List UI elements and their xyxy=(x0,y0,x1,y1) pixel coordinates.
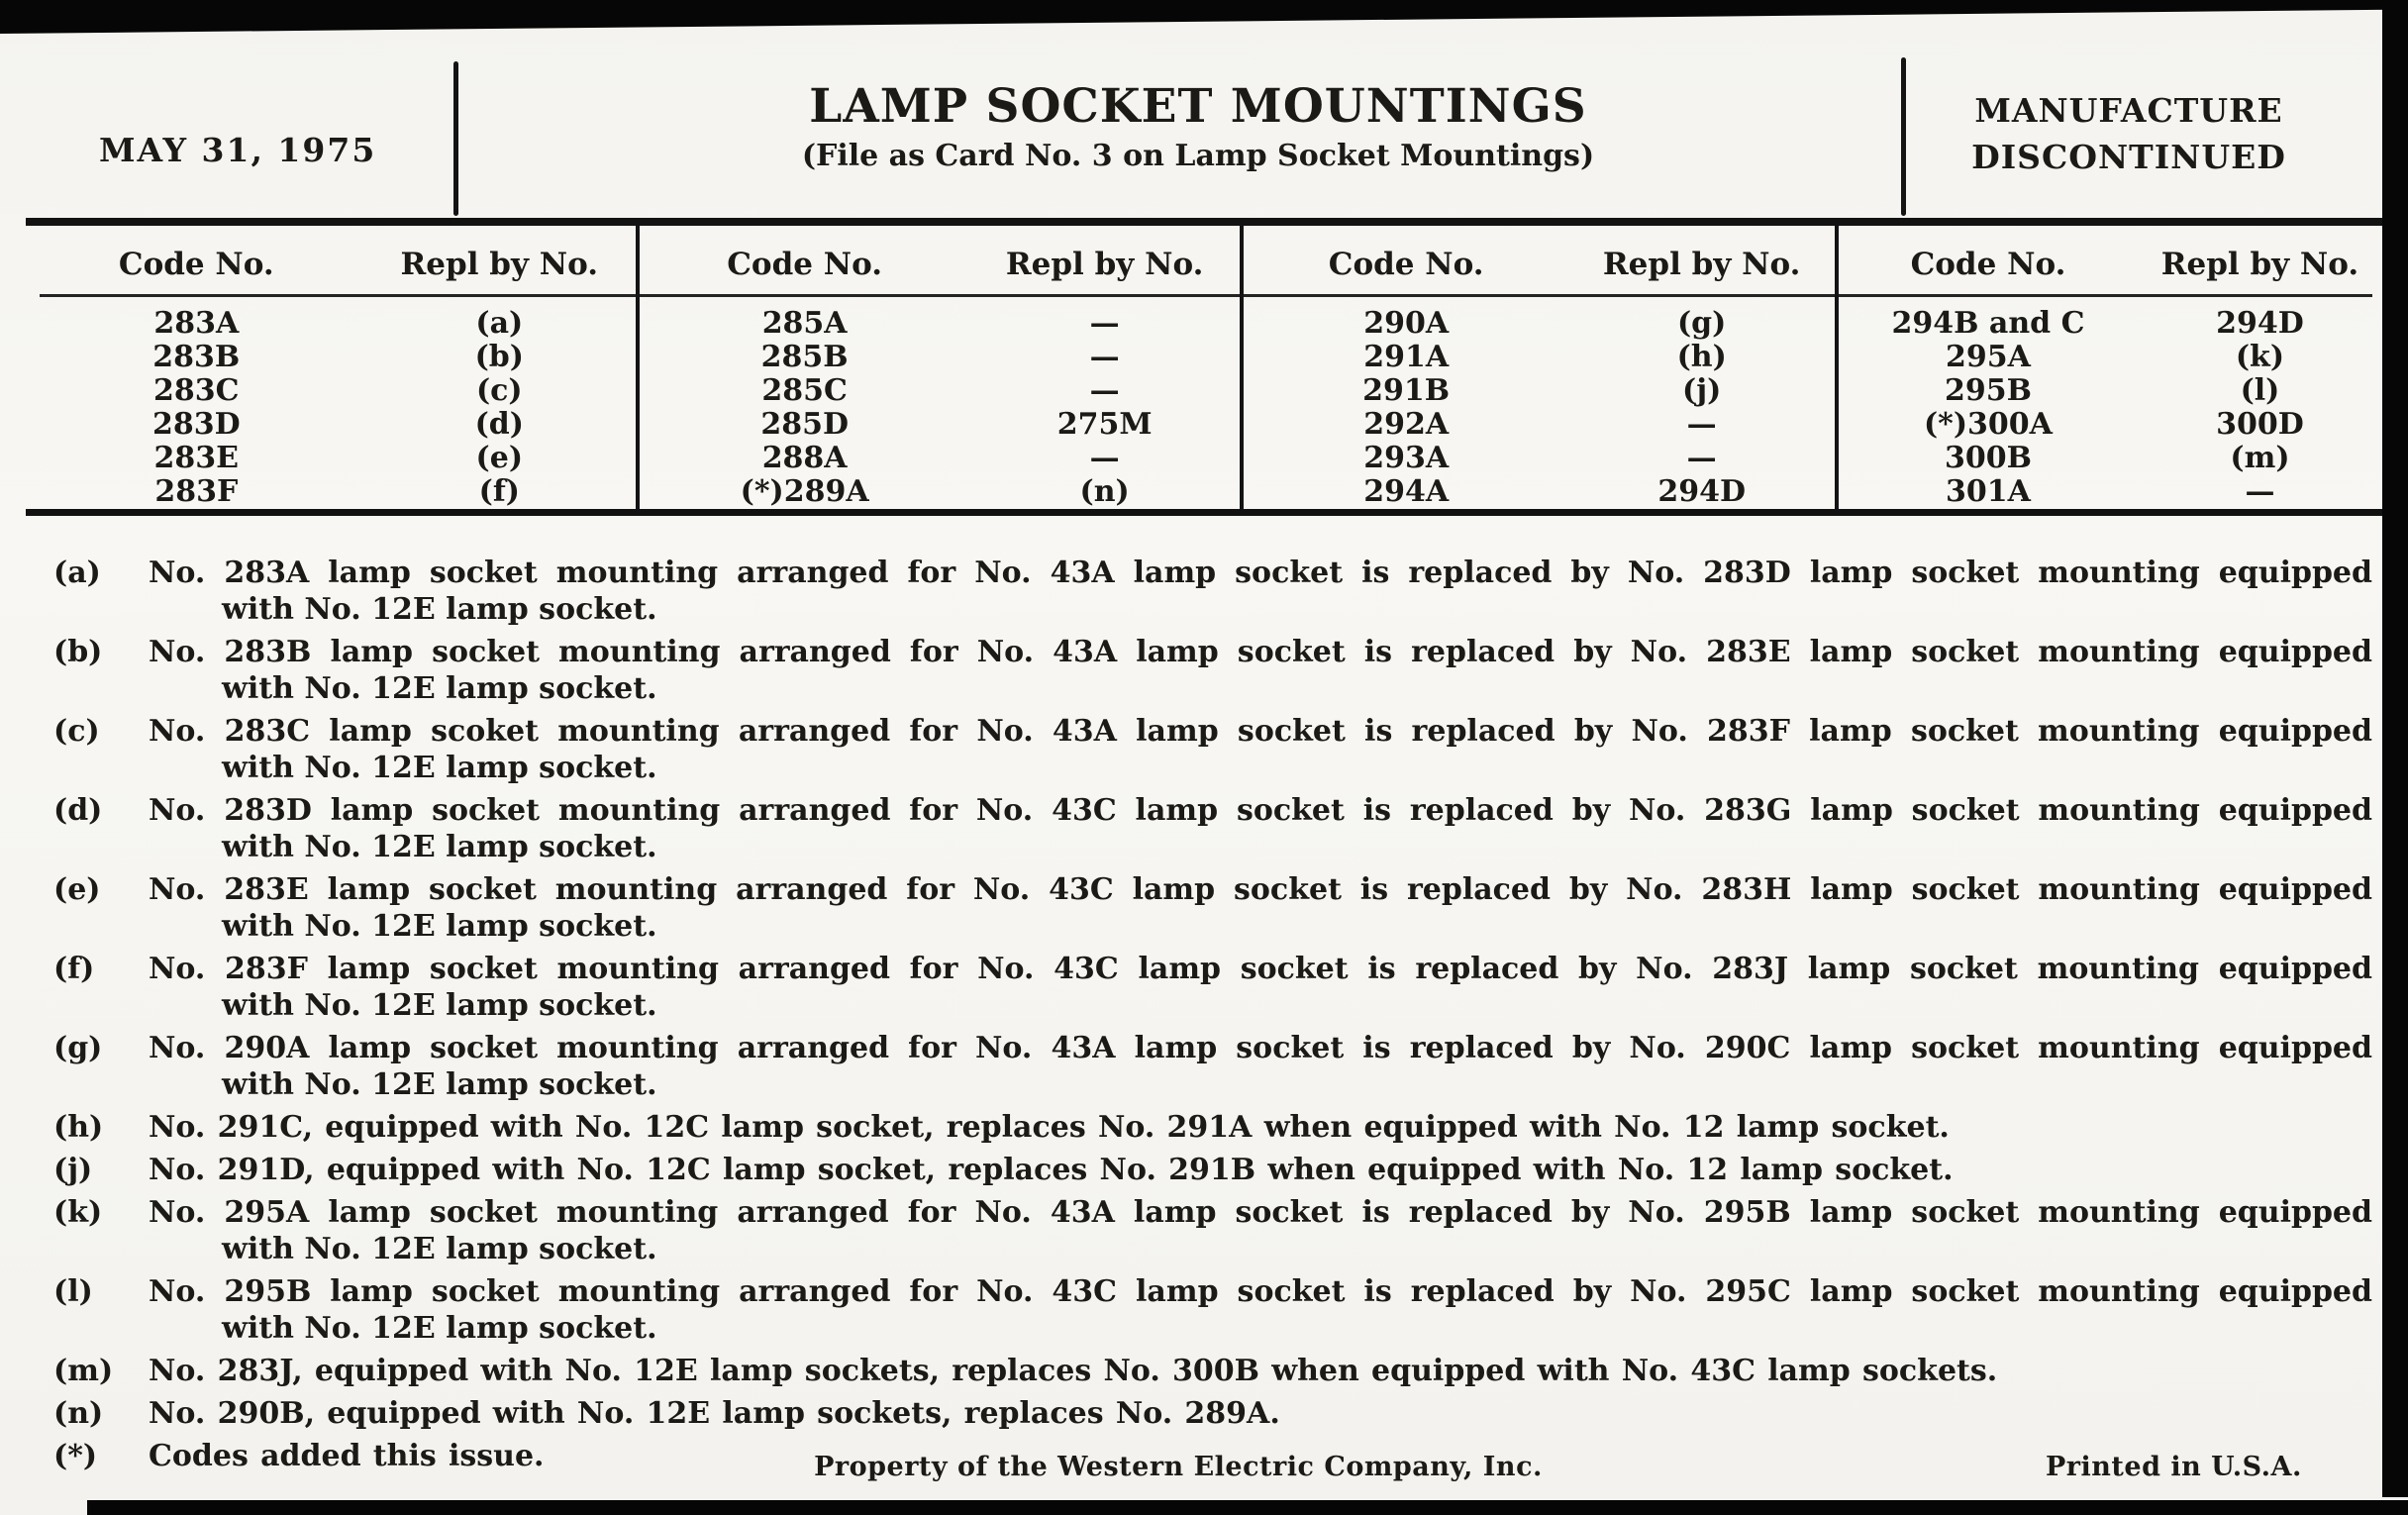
table-cell-repl: — xyxy=(2245,474,2275,509)
note-label: (*) xyxy=(53,1439,98,1473)
table-cell-repl: — xyxy=(1089,306,1120,341)
table-cell-code: 291B xyxy=(1362,373,1451,408)
table-cell-code: (*)300A xyxy=(1923,407,2053,442)
table-rule-top xyxy=(26,218,2384,226)
table-col-header-code: Code No. xyxy=(1910,247,2066,282)
scan-edge-top xyxy=(0,0,2408,34)
table-cell-code: 285C xyxy=(761,373,848,408)
table-cell-repl: 294D xyxy=(1657,474,1746,509)
table-cell-repl: (e) xyxy=(475,441,524,475)
table-rule-bottom xyxy=(26,509,2384,516)
table-cell-code: 288A xyxy=(761,441,848,475)
table-cell-code: 295B xyxy=(1944,373,2032,408)
note-text-line1: No. 283C lamp scoket mounting arranged for No. 43A lamp socket is replaced by No. 283F lamp socket mounting equipped xyxy=(149,714,2372,749)
header-divider-left xyxy=(453,61,458,216)
table-cell-repl: — xyxy=(1686,407,1717,442)
status-line-1: MANUFACTURE xyxy=(1974,91,2283,130)
table-cell-code: 283D xyxy=(151,407,241,442)
table-row xyxy=(640,475,1240,509)
note-label: (a) xyxy=(53,556,101,590)
table-cell-code: 300B xyxy=(1944,441,2032,475)
header-divider-right xyxy=(1901,57,1906,216)
table-row xyxy=(1839,374,2382,408)
footer-property-line: Property of the Western Electric Company, Inc. xyxy=(814,1452,1543,1482)
note-label: (j) xyxy=(53,1153,93,1187)
table-cell-code: 290A xyxy=(1363,306,1450,341)
note-label: (l) xyxy=(53,1274,93,1309)
note-text-line1: No. 290B, equipped with No. 12E lamp sockets, replaces No. 289A. xyxy=(149,1396,1280,1431)
table-col-header-code: Code No. xyxy=(1328,247,1484,282)
note-label: (e) xyxy=(53,872,101,907)
note-item xyxy=(53,792,2372,865)
note-item xyxy=(53,1273,2372,1347)
note-label: (b) xyxy=(53,635,103,669)
note-text-line1: No. 290A lamp socket mounting arranged for No. 43A lamp socket is replaced by No. 290C lamp socket mounting equipped xyxy=(149,1031,2372,1065)
note-label: (m) xyxy=(53,1354,114,1388)
table-cell-repl: — xyxy=(1089,340,1120,374)
table-row xyxy=(1244,341,1835,374)
table-cell-repl: (l) xyxy=(2240,373,2280,408)
note-text-line2: with No. 12E lamp socket. xyxy=(222,592,657,627)
table-row xyxy=(1839,341,2382,374)
table-row xyxy=(1244,307,1835,341)
note-label: (h) xyxy=(53,1110,104,1145)
note-text-line2: with No. 12E lamp socket. xyxy=(222,909,657,944)
replacement-table-group-3 xyxy=(1244,236,1835,509)
note-text-line1: No. 291C, equipped with No. 12C lamp socket, replaces No. 291A when equipped with No. 12 lamp socket. xyxy=(149,1110,1950,1145)
table-header-row xyxy=(1839,236,2382,293)
note-label: (f) xyxy=(53,952,95,986)
table-row xyxy=(640,442,1240,475)
note-text-line2: with No. 12E lamp socket. xyxy=(222,671,657,706)
table-cell-repl: (g) xyxy=(1676,306,1727,341)
scan-edge-bottom xyxy=(87,1500,2408,1515)
table-cell-repl: — xyxy=(1089,373,1120,408)
status-manufacture-discontinued xyxy=(1939,87,2319,180)
table-cell-repl: (h) xyxy=(1676,340,1727,374)
replacement-table-group-4 xyxy=(1839,236,2382,509)
note-item xyxy=(53,1353,2372,1389)
table-header-row xyxy=(640,236,1240,293)
table-row xyxy=(1839,442,2382,475)
card-date: MAY 31, 1975 xyxy=(99,131,377,169)
page-title: LAMP SOCKET MOUNTINGS xyxy=(809,79,1587,134)
note-text-line1: Codes added this issue. xyxy=(149,1439,545,1473)
table-cell-code: 283E xyxy=(153,441,240,475)
note-label: (d) xyxy=(53,793,103,828)
note-text-line2: with No. 12E lamp socket. xyxy=(222,1311,657,1346)
status-line-2: DISCONTINUED xyxy=(1971,138,2286,176)
table-cell-code: 285B xyxy=(760,340,849,374)
table-row xyxy=(640,408,1240,442)
table-cell-code: 283A xyxy=(153,306,240,341)
note-text-line1: No. 283B lamp socket mounting arranged for No. 43A lamp socket is replaced by No. 283E lamp socket mounting equipped xyxy=(149,635,2372,669)
table-row xyxy=(30,307,636,341)
table-col-header-code: Code No. xyxy=(118,247,274,282)
note-label: (n) xyxy=(53,1396,104,1431)
table-cell-code: 292A xyxy=(1363,407,1450,442)
note-text-line1: No. 283E lamp socket mounting arranged for No. 43C lamp socket is replaced by No. 283H lamp socket mounting equipped xyxy=(149,872,2372,907)
table-row xyxy=(640,374,1240,408)
table-cell-code: (*)289A xyxy=(740,474,869,509)
note-item xyxy=(53,1152,2372,1188)
table-cell-repl: (k) xyxy=(2235,340,2285,374)
note-text-line1: No. 283D lamp socket mounting arranged for No. 43C lamp socket is replaced by No. 283G lamp socket mounting equipped xyxy=(149,793,2372,828)
scan-edge-right xyxy=(2382,0,2408,1497)
table-cell-repl: (c) xyxy=(475,373,523,408)
table-col-header-repl: Repl by No. xyxy=(1005,247,1204,282)
note-item xyxy=(53,1395,2372,1432)
table-cell-repl: (a) xyxy=(475,306,524,341)
table-cell-code: 285A xyxy=(761,306,848,341)
table-cell-repl: (j) xyxy=(1682,373,1722,408)
table-cell-repl: 300D xyxy=(2216,407,2304,442)
table-cell-code: 291A xyxy=(1363,340,1450,374)
table-row xyxy=(1244,408,1835,442)
footnotes-section xyxy=(53,555,2372,1480)
replacement-table-group-2 xyxy=(640,236,1240,509)
note-label: (k) xyxy=(53,1195,103,1230)
table-row xyxy=(640,307,1240,341)
table-cell-repl: (f) xyxy=(478,474,520,509)
note-item xyxy=(53,555,2372,628)
page-subtitle: (File as Card No. 3 on Lamp Socket Mountings) xyxy=(801,139,1595,173)
note-text-line2: with No. 12E lamp socket. xyxy=(222,751,657,785)
note-text-line1: No. 295B lamp socket mounting arranged for No. 43C lamp socket is replaced by No. 295C lamp socket mounting equipped xyxy=(149,1274,2372,1309)
note-text-line2: with No. 12E lamp socket. xyxy=(222,1067,657,1102)
table-row xyxy=(1244,374,1835,408)
note-label: (c) xyxy=(53,714,100,749)
table-header-row xyxy=(1244,236,1835,293)
table-cell-code: 294A xyxy=(1363,474,1450,509)
note-text-line1: No. 283J, equipped with No. 12E lamp sockets, replaces No. 300B when equipped with No. 43C lamp sockets. xyxy=(149,1354,1998,1388)
table-cell-repl: — xyxy=(1686,441,1717,475)
table-cell-code: 283B xyxy=(152,340,241,374)
table-row xyxy=(30,442,636,475)
replacement-table-group-1 xyxy=(30,236,636,509)
table-cell-code: 283C xyxy=(153,373,240,408)
note-text-line1: No. 295A lamp socket mounting arranged for No. 43A lamp socket is replaced by No. 295B lamp socket mounting equipped xyxy=(149,1195,2372,1230)
table-cell-repl: (m) xyxy=(2230,441,2290,475)
table-cell-repl: (n) xyxy=(1079,474,1130,509)
note-item xyxy=(53,871,2372,945)
note-item xyxy=(53,1109,2372,1146)
note-item xyxy=(53,1194,2372,1267)
table-row xyxy=(1244,475,1835,509)
table-col-header-code: Code No. xyxy=(727,247,883,282)
note-item xyxy=(53,713,2372,786)
table-cell-code: 283F xyxy=(154,474,239,509)
note-text-line2: with No. 12E lamp socket. xyxy=(222,830,657,864)
table-cell-code: 301A xyxy=(1946,474,2031,509)
table-cell-code: 295A xyxy=(1946,340,2031,374)
table-row xyxy=(1839,307,2382,341)
table-row xyxy=(640,341,1240,374)
header-title-block xyxy=(634,81,1762,174)
table-cell-repl: — xyxy=(1089,441,1120,475)
table-row xyxy=(30,475,636,509)
table-cell-repl: 275M xyxy=(1056,407,1153,442)
note-label: (g) xyxy=(53,1031,103,1065)
note-text-line1: No. 283A lamp socket mounting arranged for No. 43A lamp socket is replaced by No. 283D lamp socket mounting equipped xyxy=(149,556,2372,590)
table-header-row xyxy=(30,236,636,293)
table-row xyxy=(30,341,636,374)
table-row xyxy=(1244,442,1835,475)
table-row xyxy=(30,408,636,442)
note-text-line1: No. 291D, equipped with No. 12C lamp socket, replaces No. 291B when equipped with No. 12 lamp socket. xyxy=(149,1153,1954,1187)
note-item xyxy=(53,1030,2372,1103)
note-text-line2: with No. 12E lamp socket. xyxy=(222,988,657,1023)
table-col-header-repl: Repl by No. xyxy=(2160,247,2359,282)
footer-printed-line: Printed in U.S.A. xyxy=(2046,1452,2302,1482)
table-cell-code: 293A xyxy=(1363,441,1450,475)
note-text-line2: with No. 12E lamp socket. xyxy=(222,1232,657,1266)
table-row xyxy=(30,374,636,408)
table-cell-repl: (b) xyxy=(474,340,524,374)
table-cell-code: 285D xyxy=(760,407,849,442)
note-item xyxy=(53,951,2372,1024)
table-cell-repl: 294D xyxy=(2216,306,2304,341)
note-item xyxy=(53,634,2372,707)
table-cell-code: 294B and C xyxy=(1891,306,2085,341)
table-col-header-repl: Repl by No. xyxy=(400,247,599,282)
note-text-line1: No. 283F lamp socket mounting arranged for No. 43C lamp socket is replaced by No. 283J lamp socket mounting equipped xyxy=(149,952,2372,986)
table-col-header-repl: Repl by No. xyxy=(1602,247,1801,282)
table-row xyxy=(1839,408,2382,442)
table-row xyxy=(1839,475,2382,509)
table-cell-repl: (d) xyxy=(474,407,524,442)
